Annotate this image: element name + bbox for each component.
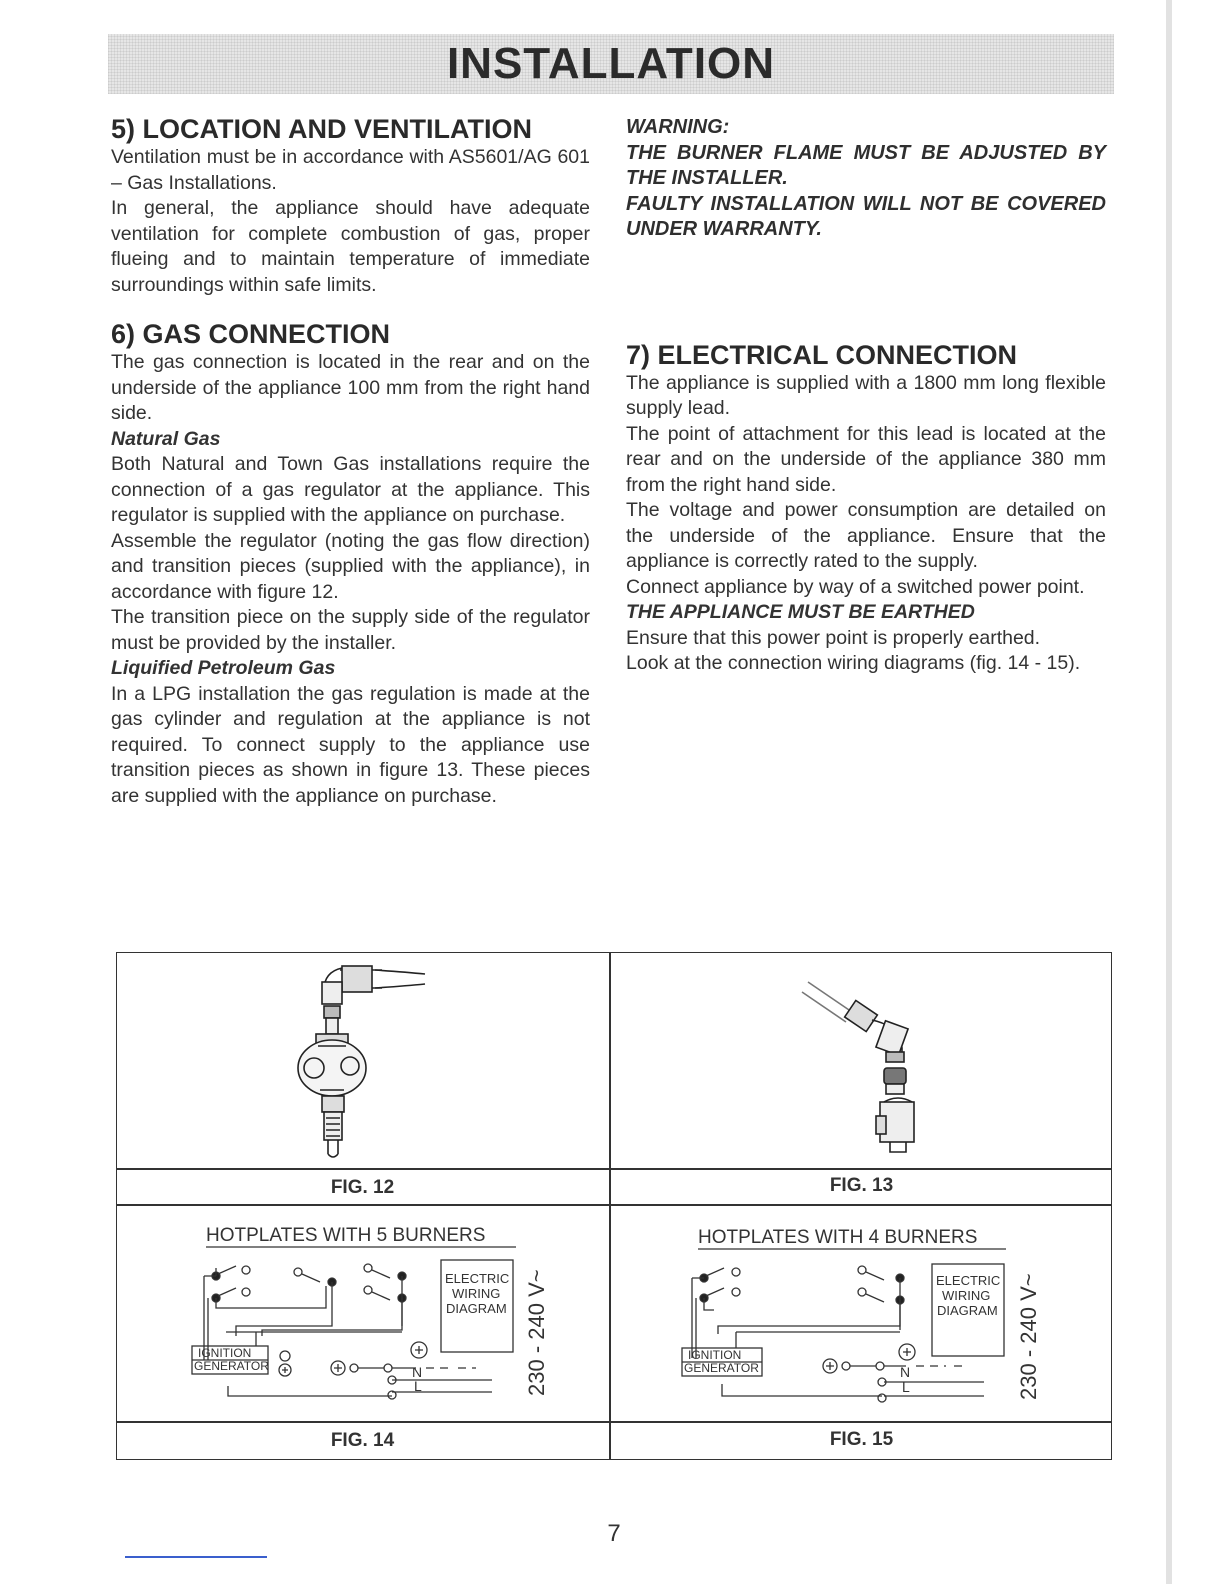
fig14-voltage-label: 230 - 240 V~: [524, 1269, 549, 1396]
fig14-neutral-label: N: [412, 1364, 423, 1380]
right-column: [626, 115, 1106, 677]
fig15-caption: FIG. 15: [829, 1429, 894, 1450]
fig15-neutral-label: N: [900, 1364, 911, 1380]
fig14-live-label: L: [414, 1378, 422, 1394]
section-7-paragraph-1: The appliance is supplied with a 1800 mm long flexible supply lead.: [626, 371, 1106, 419]
figures-divider-vertical: [609, 952, 611, 1460]
fig15-box-line-3: DIAGRAM: [937, 1303, 998, 1318]
page-edge: [1166, 0, 1172, 1584]
earthed-warning: THE APPLIANCE MUST BE EARTHED: [626, 601, 975, 623]
warning-line-2: FAULTY INSTALLATION WILL NOT BE COVERED UNDER WARRANTY.: [626, 192, 1106, 240]
fig14-box-line-1: ELECTRIC: [445, 1271, 510, 1286]
section-7-paragraph-3: The voltage and power consumption are detailed on the underside of the appliance. Ensure that the appliance is correctly rated to the supply.: [626, 499, 1106, 572]
fig14-generator-label: GENERATOR: [194, 1359, 269, 1373]
footer-rule: [125, 1556, 267, 1558]
section-6-heading: 6) GAS CONNECTION: [111, 319, 391, 349]
lpg-heading: Liquified Petroleum Gas: [111, 657, 336, 679]
fig12-caption: FIG. 12: [330, 1177, 395, 1198]
fig13-transition-pieces-drawing: [800, 968, 930, 1163]
section-7-heading: 7) ELECTRICAL CONNECTION: [626, 339, 1018, 370]
fig15-box-line-1: ELECTRIC: [936, 1273, 1001, 1288]
section-6-paragraph-3: Assemble the regulator (noting the gas flow direction) and transition pieces (supplied with the appliance), in accordance with figure 12.: [111, 529, 590, 603]
fig15-generator-label: GENERATOR: [684, 1361, 759, 1375]
fig14-ignition-label: IGNITION: [198, 1346, 252, 1360]
figures-row-divider: [116, 1204, 1112, 1206]
section-7-paragraph-2: The point of attachment for this lead is located at the rear and on the underside of the appliance 380 mm from the right hand side.: [626, 422, 1106, 496]
fig13-caption: FIG. 13: [829, 1175, 894, 1196]
section-7-paragraph-5: Ensure that this power point is properly earthed.: [626, 626, 1041, 649]
warning-label: WARNING:: [626, 116, 730, 138]
fig15-voltage-label: 230 - 240 V~: [1016, 1273, 1041, 1400]
section-5-heading: 5) LOCATION AND VENTILATION: [111, 114, 532, 144]
warning-line-1: THE BURNER FLAME MUST BE ADJUSTED BY THE INSTALLER.: [626, 141, 1106, 189]
page-title: INSTALLATION: [446, 39, 776, 88]
section-6-paragraph-1: The gas connection is located in the rear and on the underside of the appliance 100 mm from the right hand side.: [111, 351, 590, 424]
section-5-paragraph-2: In general, the appliance should have adequate ventilation for complete combustion of gas, proper flueing and to maintain temperature of immediate surroundings within safe limits.: [111, 197, 590, 296]
fig15-wiring-diagram: [678, 1222, 1048, 1412]
section-banner: [108, 34, 1114, 94]
fig14-15-caption-rule: [116, 1421, 1112, 1423]
section-5-paragraph-1: Ventilation must be in accordance with AS5601/AG 601 – Gas Installations.: [111, 146, 590, 194]
fig14-caption: FIG. 14: [330, 1430, 395, 1451]
section-7-paragraph-6: Look at the connection wiring diagrams (fig. 14 - 15).: [626, 652, 1081, 674]
fig15-diagram-title: HOTPLATES WITH 4 BURNERS: [698, 1227, 978, 1248]
fig15-box-line-2: WIRING: [942, 1288, 991, 1303]
fig14-box-line-2: WIRING: [452, 1286, 501, 1301]
fig14-wiring-diagram: [186, 1220, 556, 1410]
fig14-box-line-3: DIAGRAM: [446, 1301, 507, 1316]
fig14-diagram-title: HOTPLATES WITH 5 BURNERS: [206, 1225, 486, 1246]
section-6-paragraph-5: In a LPG installation the gas regulation is made at the gas cylinder and regulation at the appliance is not required. To connect supply to the appliance use transition pieces as shown in figure 13. These pieces are supplied with the appliance on purchase.: [111, 682, 590, 807]
page-number: 7: [607, 1520, 621, 1547]
fig15-live-label: L: [902, 1379, 910, 1395]
fig12-13-caption-rule: [116, 1168, 1112, 1170]
fig12-regulator-drawing: [280, 960, 450, 1170]
fig15-ignition-label: IGNITION: [688, 1348, 742, 1362]
section-7-paragraph-4: Connect appliance by way of a switched power point.: [626, 575, 1085, 598]
section-6-paragraph-2: Both Natural and Town Gas installations require the connection of a gas regulator at the appliance. This regulator is supplied with the appliance on purchase.: [111, 453, 590, 526]
section-6-paragraph-4: The transition piece on the supply side of the regulator must be provided by the installer.: [111, 606, 590, 654]
left-column: [111, 113, 590, 809]
natural-gas-heading: Natural Gas: [111, 427, 221, 450]
